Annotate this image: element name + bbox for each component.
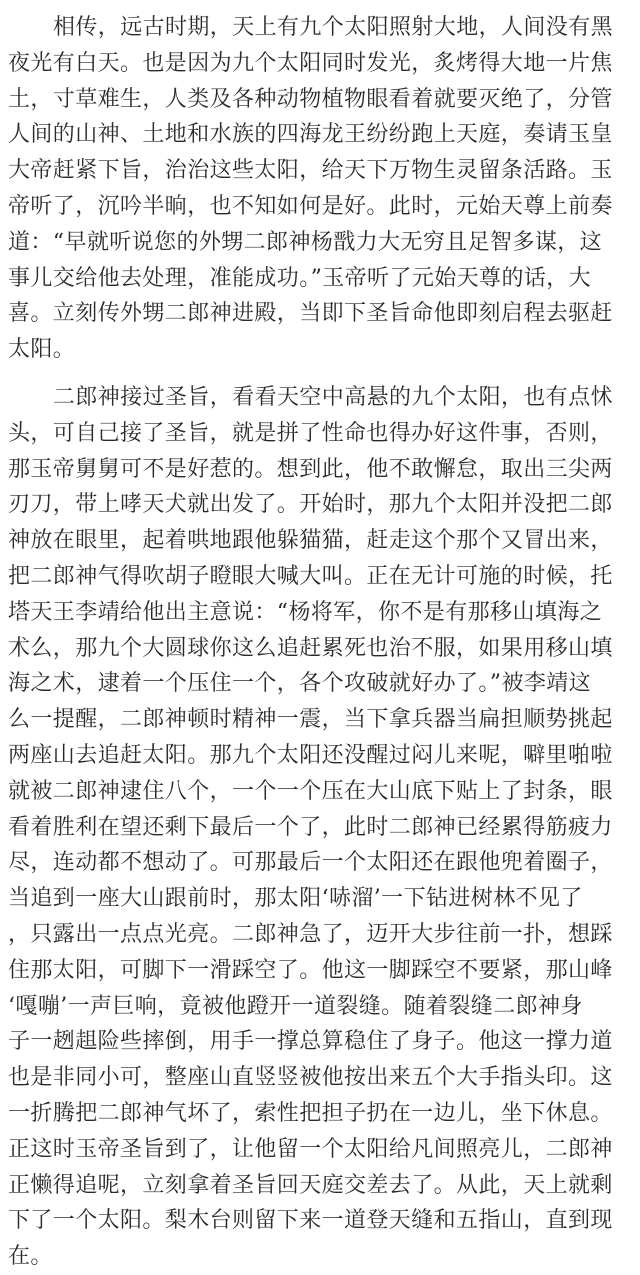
text-line: 头，可自己接了圣旨，就是拼了性命也得办好这件事，否则， — [8, 420, 613, 446]
text-line: 也是非同小可，整座山直竖竖被他按出来五个大手指头印。这 — [8, 1065, 613, 1091]
text-line: 神放在眼里，起着哄地跟他躲猫猫，赶走这个那个又冒出来， — [8, 528, 613, 554]
text-line: 在。 — [8, 1244, 53, 1270]
text-line: 太阳。 — [8, 337, 76, 363]
text-line: 尽，连动都不想动了。可那最后一个太阳还在跟他兜着圈子， — [8, 850, 613, 876]
text-line: 么一提醒，二郎神顿时精神一震，当下拿兵器当扁担顺势挑起 — [8, 707, 613, 733]
text-line: 看着胜利在望还剩下最后一个了，此时二郎神已经累得筋疲力 — [8, 814, 613, 840]
text-line: 夜光有白天。也是因为九个太阳同时发光，炙烤得大地一片焦 — [8, 50, 613, 76]
text-line: 住那太阳，可脚下一滑踩空了。他这一脚踩空不要紧，那山峰 — [8, 957, 613, 983]
paragraph-2 — [8, 380, 632, 1275]
text-line: 子一趔趄险些摔倒，用手一撑总算稳住了身子。他这一撑力道 — [8, 1029, 613, 1055]
text-line: 道：“早就听说您的外甥二郎神杨戬力大无穷且足智多谋，这 — [8, 229, 603, 255]
text-line: 帝听了，沉吟半晌，也不知如何是好。此时，元始天尊上前奏 — [8, 193, 613, 219]
text-line: 那玉帝舅舅可不是好惹的。想到此，他不敢懈怠，取出三尖两 — [8, 456, 613, 482]
text-line: 两座山去追赶太阳。那九个太阳还没醒过闷儿来呢，噼里啪啦 — [8, 742, 613, 768]
text-line: 就被二郎神逮住八个，一个一个压在大山底下贴上了封条，眼 — [8, 778, 613, 804]
text-line: 术么，那九个大圆球你这么追赶累死也治不服，如果用移山填 — [8, 635, 613, 661]
text-line: 相传，远古时期，天上有九个太阳照射大地，人间没有黑 — [53, 15, 614, 40]
text-line: 刃刀，带上哮天犬就出发了。开始时，那九个太阳并没把二郎 — [8, 492, 613, 518]
text-line: 把二郎神气得吹胡子瞪眼大喊大叫。正在无计可施的时候，托 — [8, 563, 613, 589]
text-line: 塔天王李靖给他出主意说：“杨将军，你不是有那移山填海之 — [8, 599, 603, 625]
text-line: 喜。立刻传外甥二郎神进殿，当即下圣旨命他即刻启程去驱赶 — [8, 301, 613, 327]
text-line: 二郎神接过圣旨，看看天空中高悬的九个太阳，也有点怵 — [53, 384, 614, 410]
paragraph-gap — [8, 368, 632, 380]
text-line: 海之术，逮着一个压住一个，各个攻破就好办了。”被李靖这 — [8, 671, 592, 697]
text-line: 一折腾把二郎神气坏了，索性把担子扔在一边儿，坐下休息。 — [8, 1100, 613, 1126]
text-line: ，只露出一点点光亮。二郎神急了，迈开大步往前一扑，想踩 — [8, 921, 613, 947]
text-line: 下了一个太阳。梨木台则留下来一道登天缝和五指山，直到现 — [8, 1208, 613, 1234]
text-line: 人间的山神、土地和水族的四海龙王纷纷跑上天庭，奏请玉皇 — [8, 122, 613, 148]
text-line: 正这时玉帝圣旨到了，让他留一个太阳给凡间照亮儿，二郎神 — [8, 1136, 613, 1162]
text-line: 事儿交给他去处理，准能成功。”玉帝听了元始天尊的话，大 — [8, 265, 592, 291]
paragraph-1 — [8, 10, 632, 368]
text-line: 土，寸草难生，人类及各种动物植物眼看着就要灭绝了，分管 — [8, 86, 613, 112]
text-line: 大帝赶紧下旨，治治这些太阳，给天下万物生灵留条活路。玉 — [8, 158, 613, 184]
text-line: ‘嘎嘣’一声巨响，竟被他蹬开一道裂缝。随着裂缝二郎神身 — [8, 993, 583, 1019]
text-line: 当追到一座大山跟前时，那太阳‘哧溜’一下钻进树林不见了 — [8, 886, 583, 912]
text-line: 正懒得追呢，立刻拿着圣旨回天庭交差去了。从此，天上就剩 — [8, 1172, 613, 1198]
